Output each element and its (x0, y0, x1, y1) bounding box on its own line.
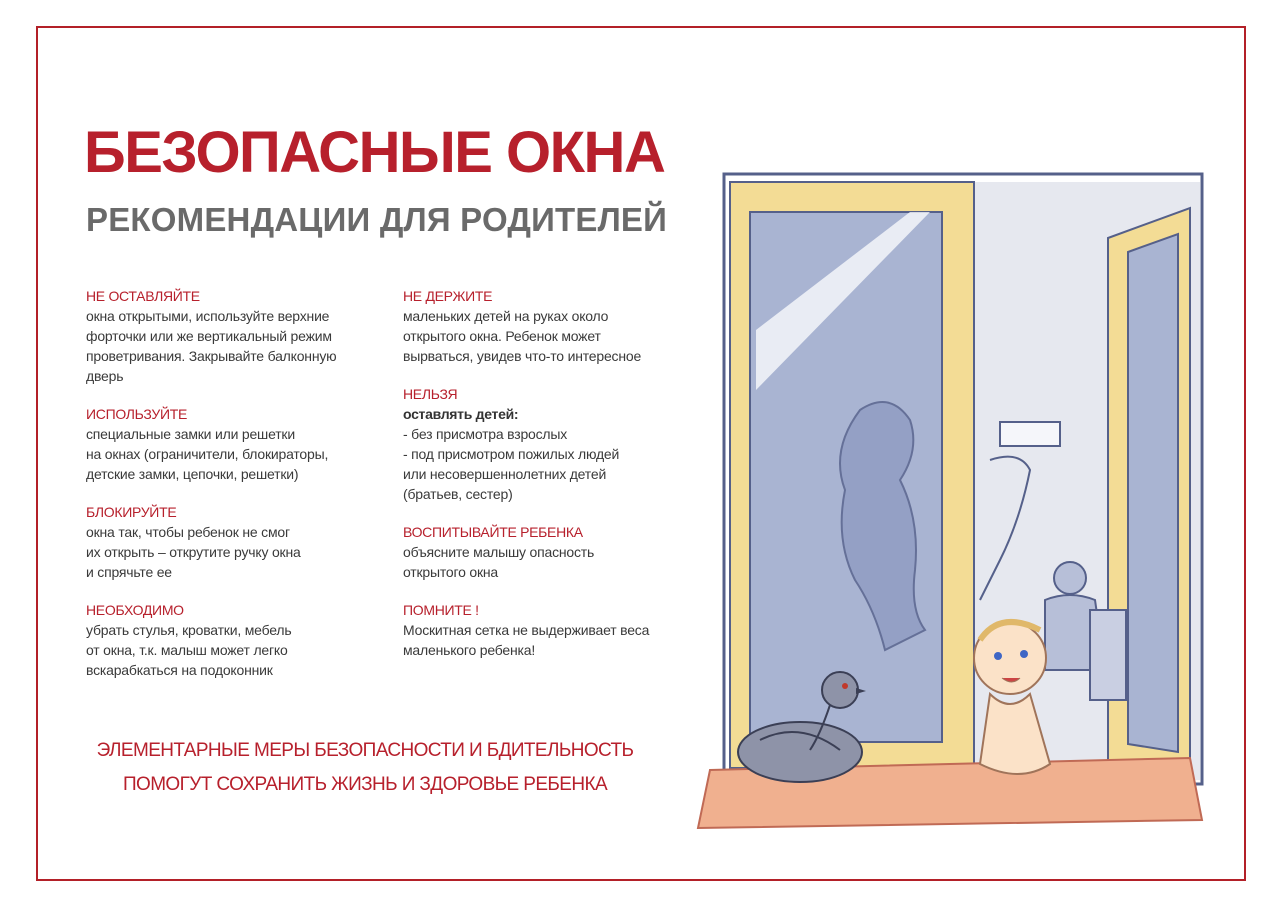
tip-subheading: оставлять детей: (403, 406, 519, 422)
tip-line: форточки или же вертикальный режим (86, 328, 332, 344)
tip-block-forbidden (403, 384, 703, 504)
air-conditioner (1000, 422, 1060, 446)
tip-line: специальные замки или решетки (86, 426, 295, 442)
tip-line: открытого окна (403, 564, 499, 580)
window-illustration (690, 160, 1230, 840)
tip-heading: НЕЛЬЗЯ (403, 386, 458, 402)
desk (1090, 610, 1126, 700)
tip-line: окна так, чтобы ребенок не смог (86, 524, 290, 540)
tip-block-block (86, 502, 386, 582)
tip-line: дверь (86, 368, 124, 384)
tip-line: вырваться, увидев что-то интересное (403, 348, 642, 364)
tip-line: (братьев, сестер) (403, 486, 513, 502)
tip-line: маленького ребенка! (403, 642, 536, 658)
tip-block-educate (403, 522, 703, 582)
tip-heading: НЕОБХОДИМО (86, 602, 184, 618)
tip-heading: ИСПОЛЬЗУЙТЕ (86, 406, 188, 422)
tip-line: и спрячьте ее (86, 564, 172, 580)
footer-line: ПОМОГУТ СОХРАНИТЬ ЖИЗНЬ И ЗДОРОВЬЕ РЕБЕНКА (122, 774, 608, 795)
tip-line: их открыть – открутите ручку окна (86, 544, 301, 560)
tip-heading: БЛОКИРУЙТЕ (86, 504, 177, 520)
tip-line: открытого окна. Ребенок может (403, 328, 601, 344)
tip-line: - без присмотра взрослых (403, 426, 568, 442)
tip-line: окна открытыми, используйте верхние (86, 308, 330, 324)
tip-block-do-not-hold (403, 286, 703, 366)
footer-line: ЭЛЕМЕНТАРНЫЕ МЕРЫ БЕЗОПАСНОСТИ И БДИТЕЛЬНОСТЬ (96, 740, 634, 761)
tip-line: убрать стулья, кроватки, мебель (86, 622, 292, 638)
tip-block-use (86, 404, 386, 484)
tip-line: - под присмотром пожилых людей (403, 446, 620, 462)
tip-heading: ВОСПИТЫВАЙТЕ РЕБЕНКА (403, 524, 583, 540)
pigeon-body (738, 722, 862, 782)
tip-line: Москитная сетка не выдерживает веса (403, 622, 650, 638)
tip-line: или несовершеннолетних детей (403, 466, 607, 482)
tip-line: от окна, т.к. малыш может легко (86, 642, 288, 658)
tip-block-do-not-leave (86, 286, 386, 386)
tip-line: объясните малышу опасность (403, 544, 595, 560)
tip-line: на окнах (ограничители, блокираторы, (86, 446, 329, 462)
tip-heading: НЕ ОСТАВЛЯЙТЕ (86, 288, 200, 304)
tip-block-remember (403, 600, 703, 660)
pigeon-eye (842, 683, 848, 689)
seated-person-head (1054, 562, 1086, 594)
tip-block-necessary (86, 600, 386, 680)
tip-line: проветривания. Закрывайте балконную (86, 348, 337, 364)
pigeon-head (822, 672, 858, 708)
tip-line: детские замки, цепочки, решетки) (86, 466, 299, 482)
baby-eye (994, 652, 1002, 660)
tip-line: маленьких детей на руках около (403, 308, 609, 324)
baby-eye (1020, 650, 1028, 658)
tip-line: вскарабкаться на подоконник (86, 662, 273, 678)
page-subtitle: РЕКОМЕНДАЦИИ ДЛЯ РОДИТЕЛЕЙ (86, 201, 668, 238)
tip-heading: НЕ ДЕРЖИТЕ (403, 288, 493, 304)
right-glass (1128, 234, 1178, 752)
tip-heading: ПОМНИТЕ ! (403, 602, 479, 618)
page-title: БЕЗОПАСНЫЕ ОКНА (84, 120, 665, 185)
